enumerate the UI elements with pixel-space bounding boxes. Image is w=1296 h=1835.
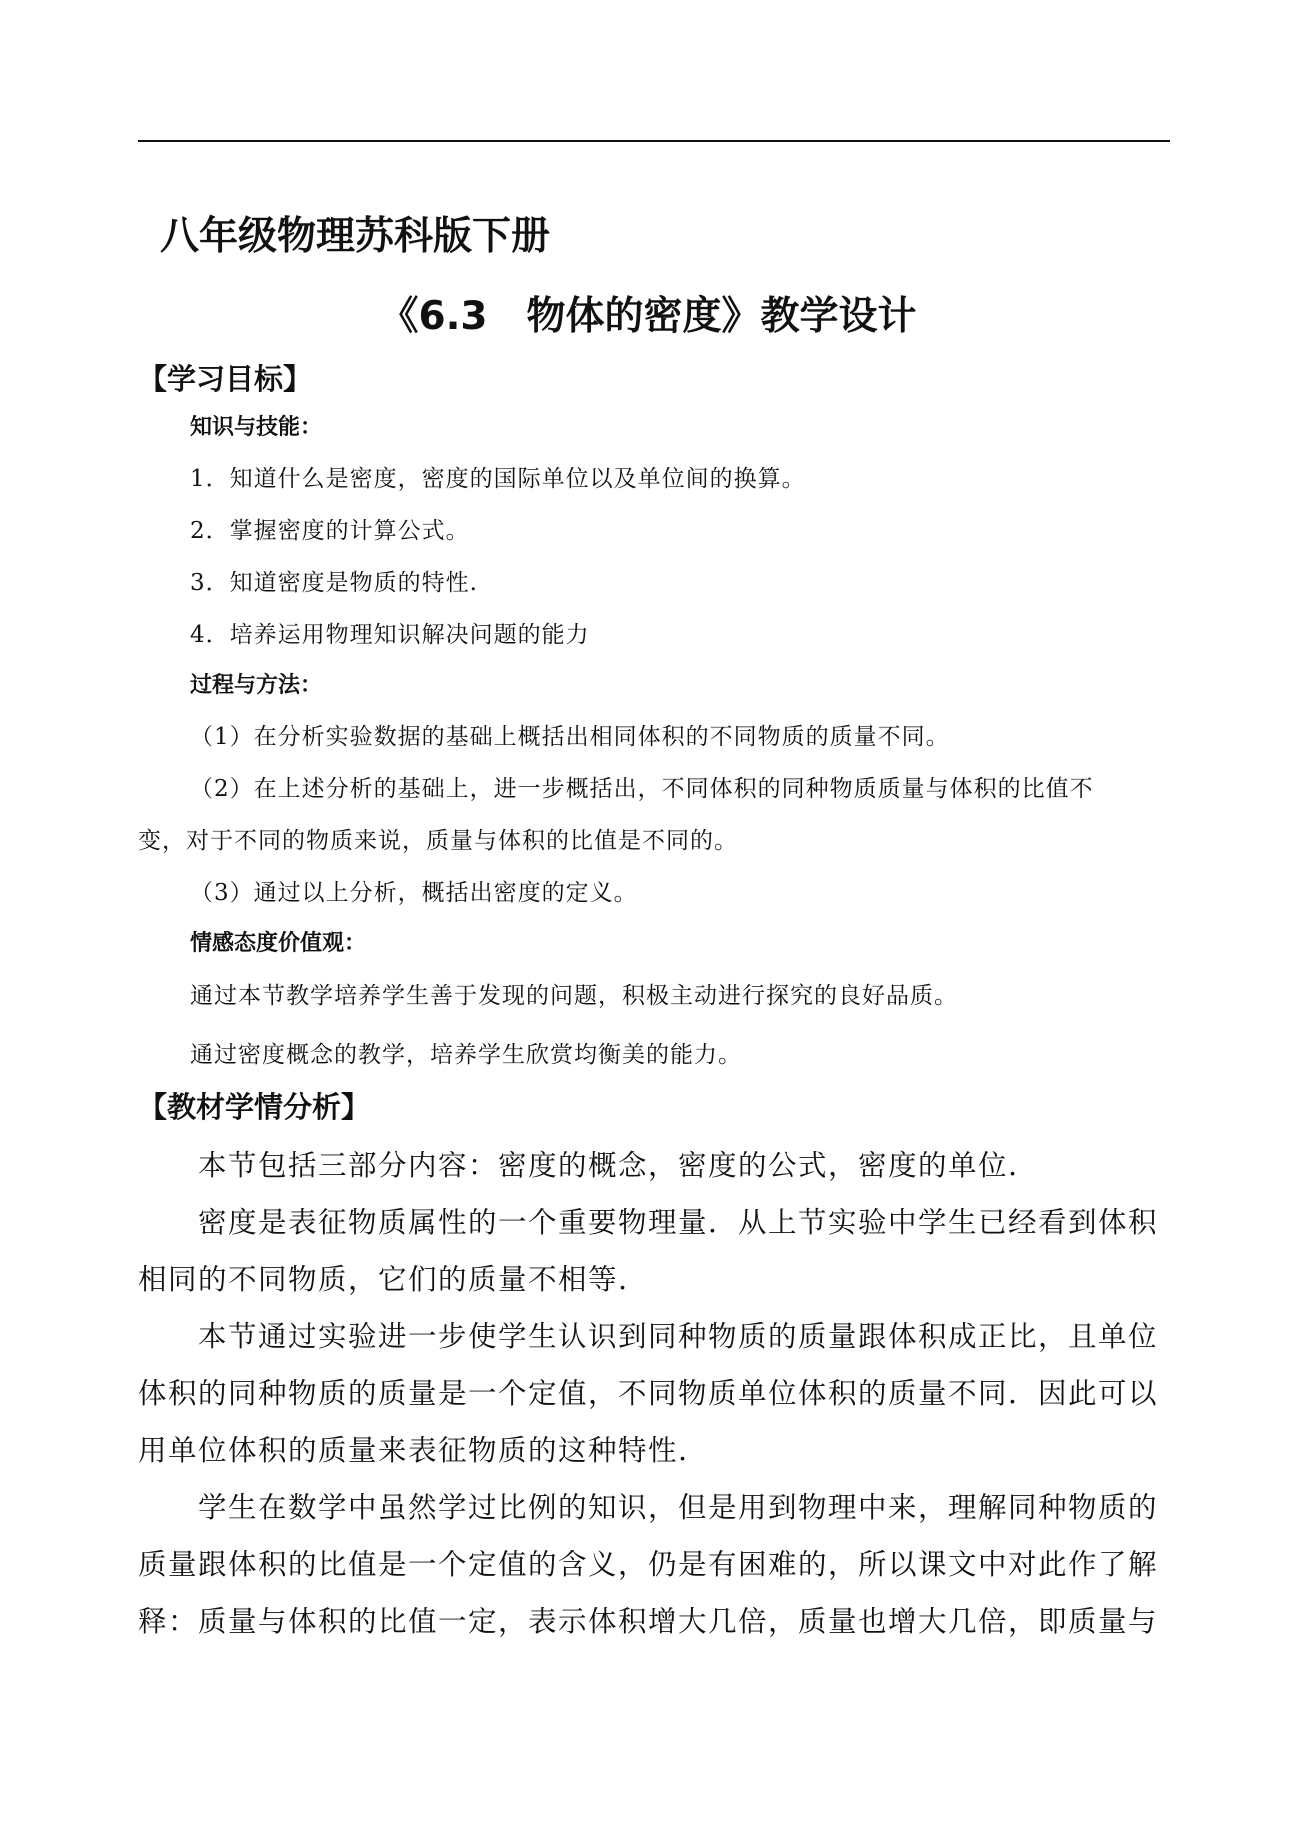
analysis-line: 密度是表征物质属性的一个重要物理量．从上节实验中学生已经看到体积 (198, 1206, 1159, 1239)
analysis-line: 相同的不同物质，它们的质量不相等. (138, 1263, 629, 1296)
analysis-line: 体积的同种物质的质量是一个定值，不同物质单位体积的质量不同．因此可以 (138, 1377, 1159, 1410)
process-item: （3）通过以上分析，概括出密度的定义。 (190, 880, 638, 906)
process-item-continued: 变，对于不同的物质来说，质量与体积的比值是不同的。 (138, 828, 738, 854)
knowledge-item: 3．知道密度是物质的特性. (190, 570, 478, 596)
process-item: （1）在分析实验数据的基础上概括出相同体积的不同物质的质量不同。 (190, 724, 950, 750)
knowledge-heading: 知识与技能： (190, 415, 323, 440)
header-rule (138, 140, 1170, 142)
process-heading: 过程与方法： (190, 673, 323, 698)
emotion-item: 通过本节教学培养学生善于发现的问题，积极主动进行探究的良好品质。 (190, 983, 958, 1009)
knowledge-item: 2．掌握密度的计算公式。 (190, 518, 470, 544)
analysis-heading: 【教材学情分析】 (138, 1090, 371, 1124)
analysis-line: 用单位体积的质量来表征物质的这种特性. (138, 1434, 689, 1467)
emotion-heading: 情感态度价值观： (190, 931, 367, 956)
analysis-line: 质量跟体积的比值是一个定值的含义，仍是有困难的，所以课文中对此作了解 (138, 1548, 1159, 1581)
knowledge-item: 4．培养运用物理知识解决问题的能力 (190, 622, 590, 648)
emotion-item: 通过密度概念的教学，培养学生欣赏均衡美的能力。 (190, 1042, 742, 1068)
document-title: 八年级物理苏科版下册 (160, 214, 551, 259)
lesson-title: 《6.3 物体的密度》教学设计 (379, 294, 917, 339)
objectives-heading: 【学习目标】 (138, 362, 313, 396)
analysis-line: 释：质量与体积的比值一定，表示体积增大几倍，质量也增大几倍，即质量与 (138, 1605, 1159, 1638)
analysis-line: 学生在数学中虽然学过比例的知识，但是用到物理中来，理解同种物质的 (198, 1491, 1159, 1524)
analysis-line: 本节包括三部分内容：密度的概念，密度的公式，密度的单位. (198, 1149, 1019, 1182)
process-item: （2）在上述分析的基础上，进一步概括出，不同体积的同种物质质量与体积的比值不 (190, 776, 1094, 802)
knowledge-item: 1．知道什么是密度，密度的国际单位以及单位间的换算。 (190, 466, 806, 492)
analysis-line: 本节通过实验进一步使学生认识到同种物质的质量跟体积成正比，且单位 (198, 1320, 1159, 1353)
